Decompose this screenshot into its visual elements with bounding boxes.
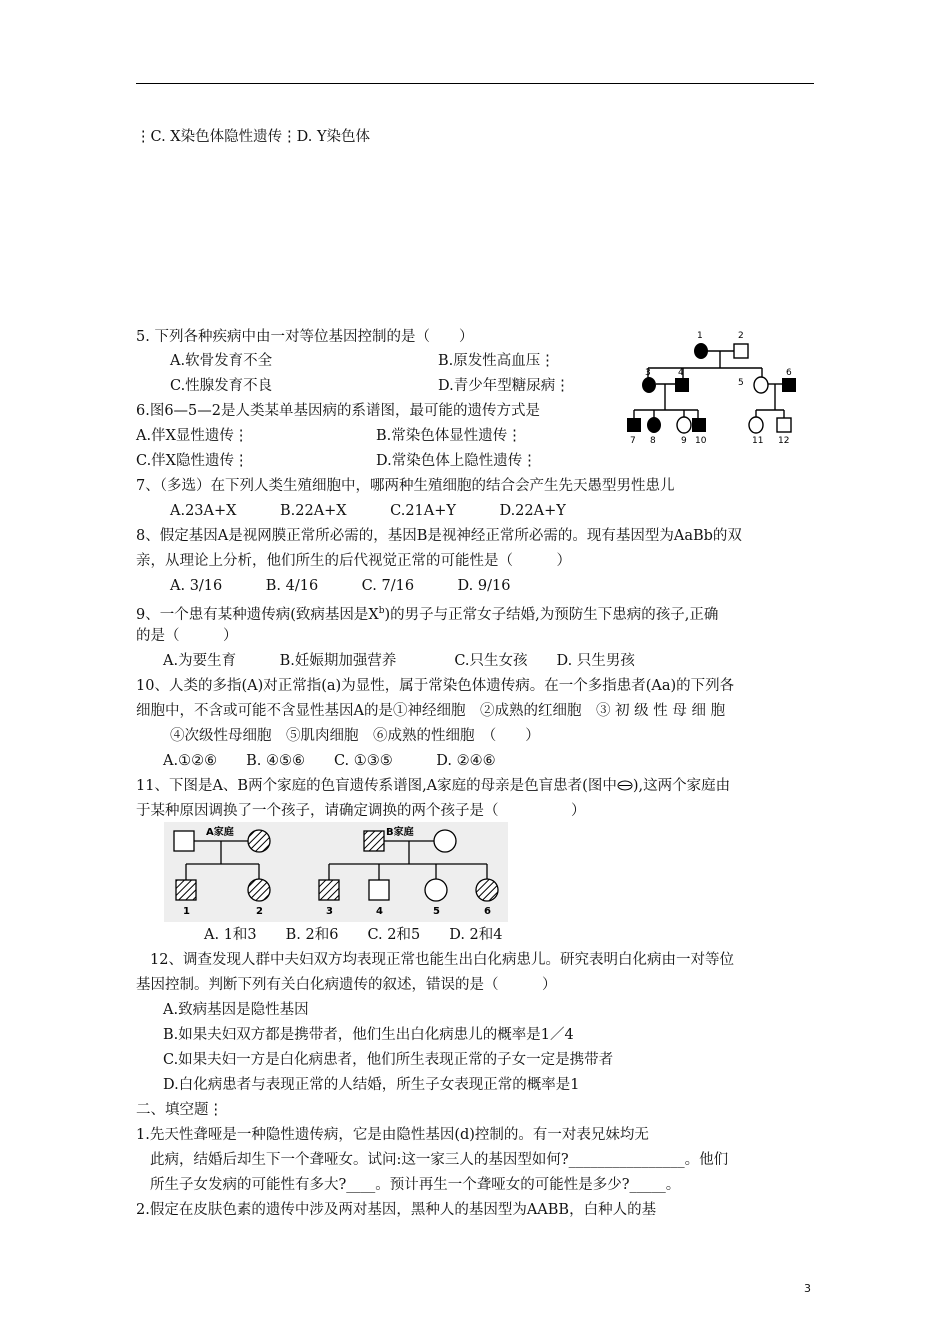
child-3 (319, 880, 339, 900)
pedigree-individual-3 (642, 377, 656, 393)
q9-stem-line1 (136, 602, 718, 624)
q7-options: A.23A+X B.22A+X C.21A+Y D.22A+Y (170, 503, 566, 519)
q6-stem: 6.图6—5—2是人类某单基因病的系谱图，最可能的遗传方式是 (136, 403, 541, 419)
f1-line3: 所生子女发病的可能性有多大?____。预计再生一个聋哑女的可能性是多少?_____。 (150, 1177, 681, 1193)
q5-option-c: C.性腺发育不良 (170, 378, 273, 394)
pedigree-label: 4 (678, 368, 684, 378)
f1-line2: 此病，结婚后却生下一个聋哑女。试问:这一家三人的基因型如何?________________。他们 (150, 1152, 729, 1168)
q6-option-d: D.常染色体上隐性遗传⋮ (376, 453, 537, 469)
child-label: 6 (484, 906, 491, 917)
q9-superscript: b (378, 606, 385, 616)
pedigree-individual-2 (734, 344, 748, 358)
family-b-mother (434, 830, 456, 852)
q11-stem-part1: 11、下图是A、B两个家庭的色盲遗传系谱图,A家庭的母亲是色盲患者(图中 (136, 778, 617, 794)
pedigree-label: 8 (650, 436, 656, 446)
pedigree-individual-6 (782, 378, 796, 392)
pedigree-label: 9 (681, 436, 687, 446)
child-1 (176, 880, 196, 900)
pedigree-label: 11 (752, 436, 764, 446)
pedigree-individual-8 (647, 417, 661, 433)
q9-options: A.为要生育 B.妊娠期加强营养 C.只生女孩 D. 只生男孩 (163, 653, 635, 669)
family-a-father (174, 831, 194, 851)
pedigree-label: 12 (778, 436, 790, 446)
hatched-circle-icon (617, 778, 633, 789)
child-label: 5 (433, 906, 440, 917)
q5-option-b: B.原发性高血压⋮ (438, 353, 555, 369)
q8-stem-line1: 8、假定基因A是视网膜正常所必需的，基因B是视神经正常所必需的。现有基因型为AaBb的双 (136, 528, 742, 544)
header-rule (136, 83, 814, 84)
section-heading: 二、填空题⋮ (136, 1102, 223, 1118)
q10-stem-line1: 10、人类的多指(A)对正常指(a)为显性，属于常染色体遗传病。在一个多指患者(Aa)的下列各 (136, 678, 735, 694)
pedigree-label: 5 (738, 378, 744, 388)
pedigree-label: 7 (630, 436, 636, 446)
q9-stem-line2: 的是（ ） (136, 628, 238, 644)
pedigree-individual-12 (777, 418, 791, 432)
q12-stem-line2: 基因控制。判断下列有关白化病遗传的叙述，错误的是（ ） (136, 977, 557, 993)
pedigree-label: 2 (738, 331, 744, 341)
q11-options: A. 1和3 B. 2和6 C. 2和5 D. 2和4 (204, 927, 503, 943)
q12-option-d: D.白化病患者与表现正常的人结婚，所生子女表现正常的概率是1 (163, 1077, 580, 1093)
family-a-label: A家庭 (206, 827, 234, 838)
pedigree-individual-7 (627, 418, 641, 432)
pedigree-label: 6 (786, 368, 792, 378)
pedigree-label: 1 (697, 331, 703, 341)
q10-options: A.①②⑥ B. ④⑤⑥ C. ①③⑤ D. ②④⑥ (163, 753, 496, 769)
family-b-father (364, 831, 384, 851)
q5-option-a: A.软骨发育不全 (170, 353, 273, 369)
child-2 (248, 879, 270, 901)
q6-option-b: B.常染色体显性遗传⋮ (376, 428, 522, 444)
q11-stem-line1 (136, 777, 730, 795)
f2-line1: 2.假定在皮肤色素的遗传中涉及两对基因，黑种人的基因型为AABB，白种人的基 (136, 1202, 657, 1218)
pedigree-label: 3 (645, 368, 651, 378)
q7-stem: 7、（多选）在下列人类生殖细胞中，哪两种生殖细胞的结合会产生先天愚型男性患儿 (136, 478, 675, 494)
header-continuation: ⋮C. X染色体隐性遗传⋮D. Y染色体 (136, 129, 371, 145)
child-label: 2 (256, 906, 263, 917)
pedigree-individual-1 (694, 343, 708, 359)
q5-option-d: D.青少年型糖尿病⋮ (438, 378, 570, 394)
pedigree-individual-4 (675, 378, 689, 392)
pedigree-label: 10 (695, 436, 707, 446)
q11-stem-line2: 于某种原因调换了一个孩子，请确定调换的两个孩子是（ ） (136, 803, 586, 819)
q11-stem-part2: ),这两个家庭由 (632, 778, 731, 794)
pedigree-diagram (620, 326, 805, 446)
child-label: 1 (183, 906, 190, 917)
pedigree-individual-10 (692, 418, 706, 432)
q9-stem-part1: 9、一个患有某种遗传病(致病基因是X (136, 606, 379, 623)
f1-line1: 1.先天性聋哑是一种隐性遗传病，它是由隐性基因(d)控制的。有一对表兄妹均无 (136, 1127, 649, 1143)
pedigree-individual-9 (677, 417, 691, 433)
q9-stem-part2: )的男子与正常女子结婚,为预防生下患病的孩子,正确 (384, 606, 719, 623)
family-b-label: B家庭 (386, 827, 414, 838)
q12-option-a: A.致病基因是隐性基因 (163, 1002, 309, 1018)
q8-options: A. 3/16 B. 4/16 C. 7/16 D. 9/16 (170, 578, 511, 594)
child-label: 3 (326, 906, 333, 917)
page-number: 3 (804, 1282, 811, 1295)
family-a-mother (248, 830, 270, 852)
child-6 (476, 879, 498, 901)
q12-option-b: B.如果夫妇双方都是携带者，他们生出白化病患儿的概率是1／4 (163, 1027, 574, 1043)
pedigree-individual-5 (754, 377, 768, 393)
child-5 (425, 879, 447, 901)
q6-option-a: A.伴X显性遗传⋮ (136, 428, 249, 444)
child-4 (369, 880, 389, 900)
q6-option-c: C.伴X隐性遗传⋮ (136, 453, 249, 469)
q10-stem-line2: 细胞中，不含或可能不含显性基因A的是①神经细胞 ②成熟的红细胞 ③ 初 级 性 母 细 胞 (136, 703, 726, 719)
child-label: 4 (376, 906, 383, 917)
q12-option-c: C.如果夫妇一方是白化病患者，他们所生表现正常的子女一定是携带者 (163, 1052, 614, 1068)
q12-stem-line1: 12、调查发现人群中夫妇双方均表现正常也能生出白化病患儿。研究表明白化病由一对等位 (150, 952, 734, 968)
q8-stem-line2: 亲，从理论上分析，他们所生的后代视觉正常的可能性是（ ） (136, 553, 571, 569)
color-blindness-pedigree-figure (164, 822, 508, 922)
pedigree-individual-11 (749, 417, 763, 433)
q10-stem-line3: ④次级性母细胞 ⑤肌肉细胞 ⑥成熟的性细胞 （ ） (170, 728, 540, 744)
q5-stem: 5. 下列各种疾病中由一对等位基因控制的是（ ） (136, 329, 474, 345)
